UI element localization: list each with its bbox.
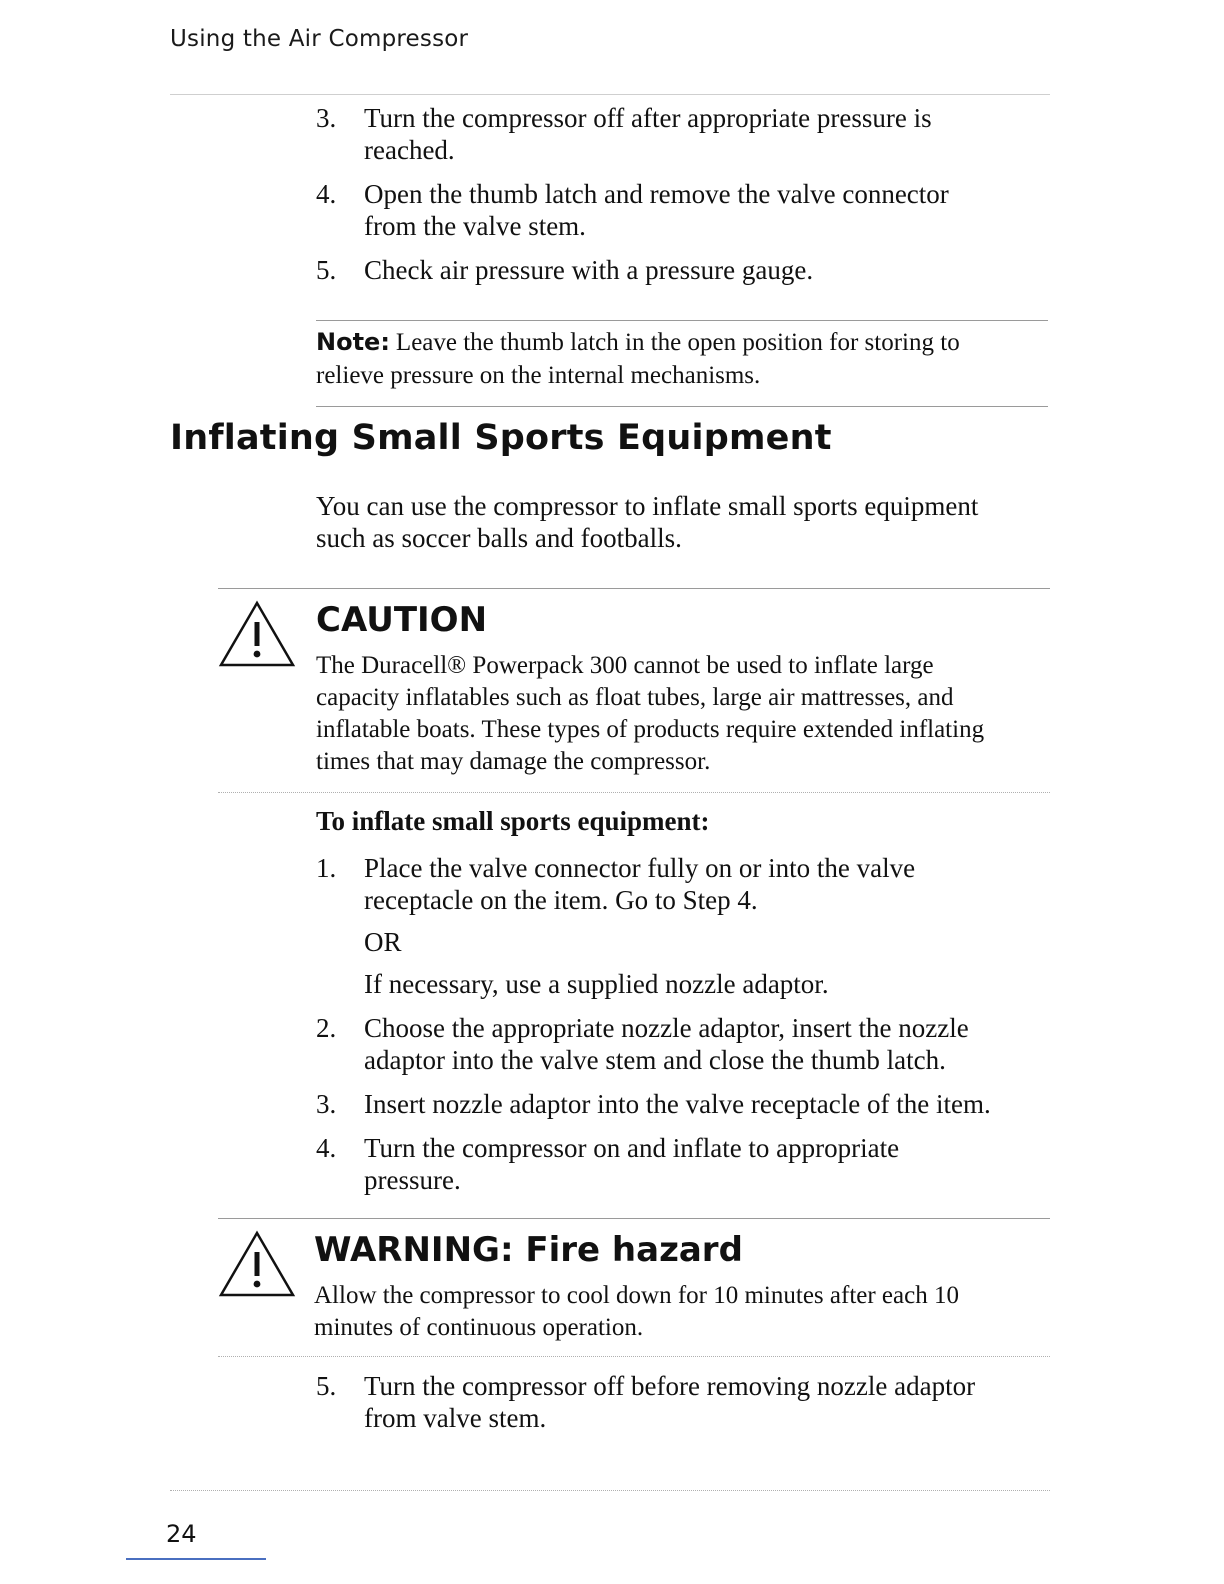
warning-body — [314, 1280, 959, 1344]
note-text-line: relieve pressure on the internal mechanisms. — [316, 362, 761, 389]
page-number: 24 — [166, 1520, 197, 1548]
list-item — [316, 254, 1036, 286]
procedure-heading: To inflate small sports equipment: — [316, 806, 710, 836]
note-label: Note: — [316, 328, 390, 356]
note-bottom-divider — [316, 406, 1048, 407]
step-text-line: Turn the compressor off before removing nozzle adaptor — [364, 1371, 976, 1401]
step-text-line: If necessary, use a supplied nozzle adaptor. — [364, 969, 829, 999]
step-text-line: from valve stem. — [364, 1403, 547, 1433]
warning-triangle-icon — [218, 600, 296, 668]
warning-top-divider — [218, 1218, 1050, 1219]
step-text-line: Place the valve connector fully on or into the valve — [364, 853, 916, 883]
step-number: 5. — [316, 255, 337, 285]
footer-accent-bar — [126, 1558, 266, 1560]
step-number: 3. — [316, 1089, 337, 1119]
list-item — [316, 102, 1036, 166]
list-item — [316, 968, 1056, 1000]
warning-triangle-icon — [218, 1230, 296, 1298]
step-text-line: pressure. — [364, 1165, 461, 1195]
header-divider — [170, 94, 1050, 95]
note-top-divider — [316, 320, 1048, 321]
step-number: 2. — [316, 1013, 337, 1043]
warning-title: WARNING: Fire hazard — [314, 1230, 743, 1270]
list-item — [316, 1370, 1056, 1434]
step-text-line: Open the thumb latch and remove the valve connector — [364, 179, 949, 209]
step-text-line: adaptor into the valve stem and close the thumb latch. — [364, 1045, 946, 1075]
caution-line: inflatable boats. These types of products require extended inflating — [316, 716, 985, 743]
intro-line: such as soccer balls and footballs. — [316, 523, 682, 553]
list-item — [316, 852, 1056, 916]
step-number: 4. — [316, 179, 337, 209]
caution-body — [316, 650, 984, 778]
caution-top-divider — [218, 588, 1050, 589]
warning-bottom-divider — [218, 1356, 1050, 1357]
list-item — [316, 178, 1036, 242]
intro-line: You can use the compressor to inflate small sports equipment — [316, 491, 979, 521]
footer-divider — [170, 1490, 1050, 1491]
step-text-line: Insert nozzle adaptor into the valve receptacle of the item. — [364, 1089, 991, 1119]
running-header: Using the Air Compressor — [170, 26, 469, 52]
step-number: 5. — [316, 1371, 337, 1401]
list-item — [316, 1132, 1056, 1196]
step-number: 4. — [316, 1133, 337, 1163]
caution-line: The Duracell® Powerpack 300 cannot be used to inflate large — [316, 652, 934, 679]
caution-line: times that may damage the compressor. — [316, 748, 711, 775]
list-item — [316, 1088, 1056, 1120]
step-text-line: OR — [364, 927, 402, 957]
caution-line: capacity inflatables such as float tubes, large air mattresses, and — [316, 684, 954, 711]
warning-line: Allow the compressor to cool down for 10 minutes after each 10 — [314, 1282, 959, 1309]
section-heading: Inflating Small Sports Equipment — [170, 418, 832, 458]
step-text-line: Turn the compressor on and inflate to appropriate — [364, 1133, 900, 1163]
step-text-line: from the valve stem. — [364, 211, 586, 241]
caution-title: CAUTION — [316, 600, 488, 640]
note — [316, 326, 1036, 392]
warning-line: minutes of continuous operation. — [314, 1314, 644, 1341]
list-item — [316, 1012, 1056, 1076]
note-text-line: Leave the thumb latch in the open position for storing to — [395, 329, 960, 356]
step-text-line: receptacle on the item. Go to Step 4. — [364, 885, 758, 915]
step-text-line: Check air pressure with a pressure gauge. — [364, 255, 814, 285]
step-text-line: reached. — [364, 135, 455, 165]
step-text-line: Turn the compressor off after appropriate pressure is — [364, 103, 932, 133]
intro-paragraph — [316, 490, 978, 554]
step-text-line: Choose the appropriate nozzle adaptor, insert the nozzle — [364, 1013, 969, 1043]
list-item — [316, 926, 1056, 958]
step-number: 1. — [316, 853, 337, 883]
caution-bottom-divider — [218, 792, 1050, 793]
step-number: 3. — [316, 103, 337, 133]
